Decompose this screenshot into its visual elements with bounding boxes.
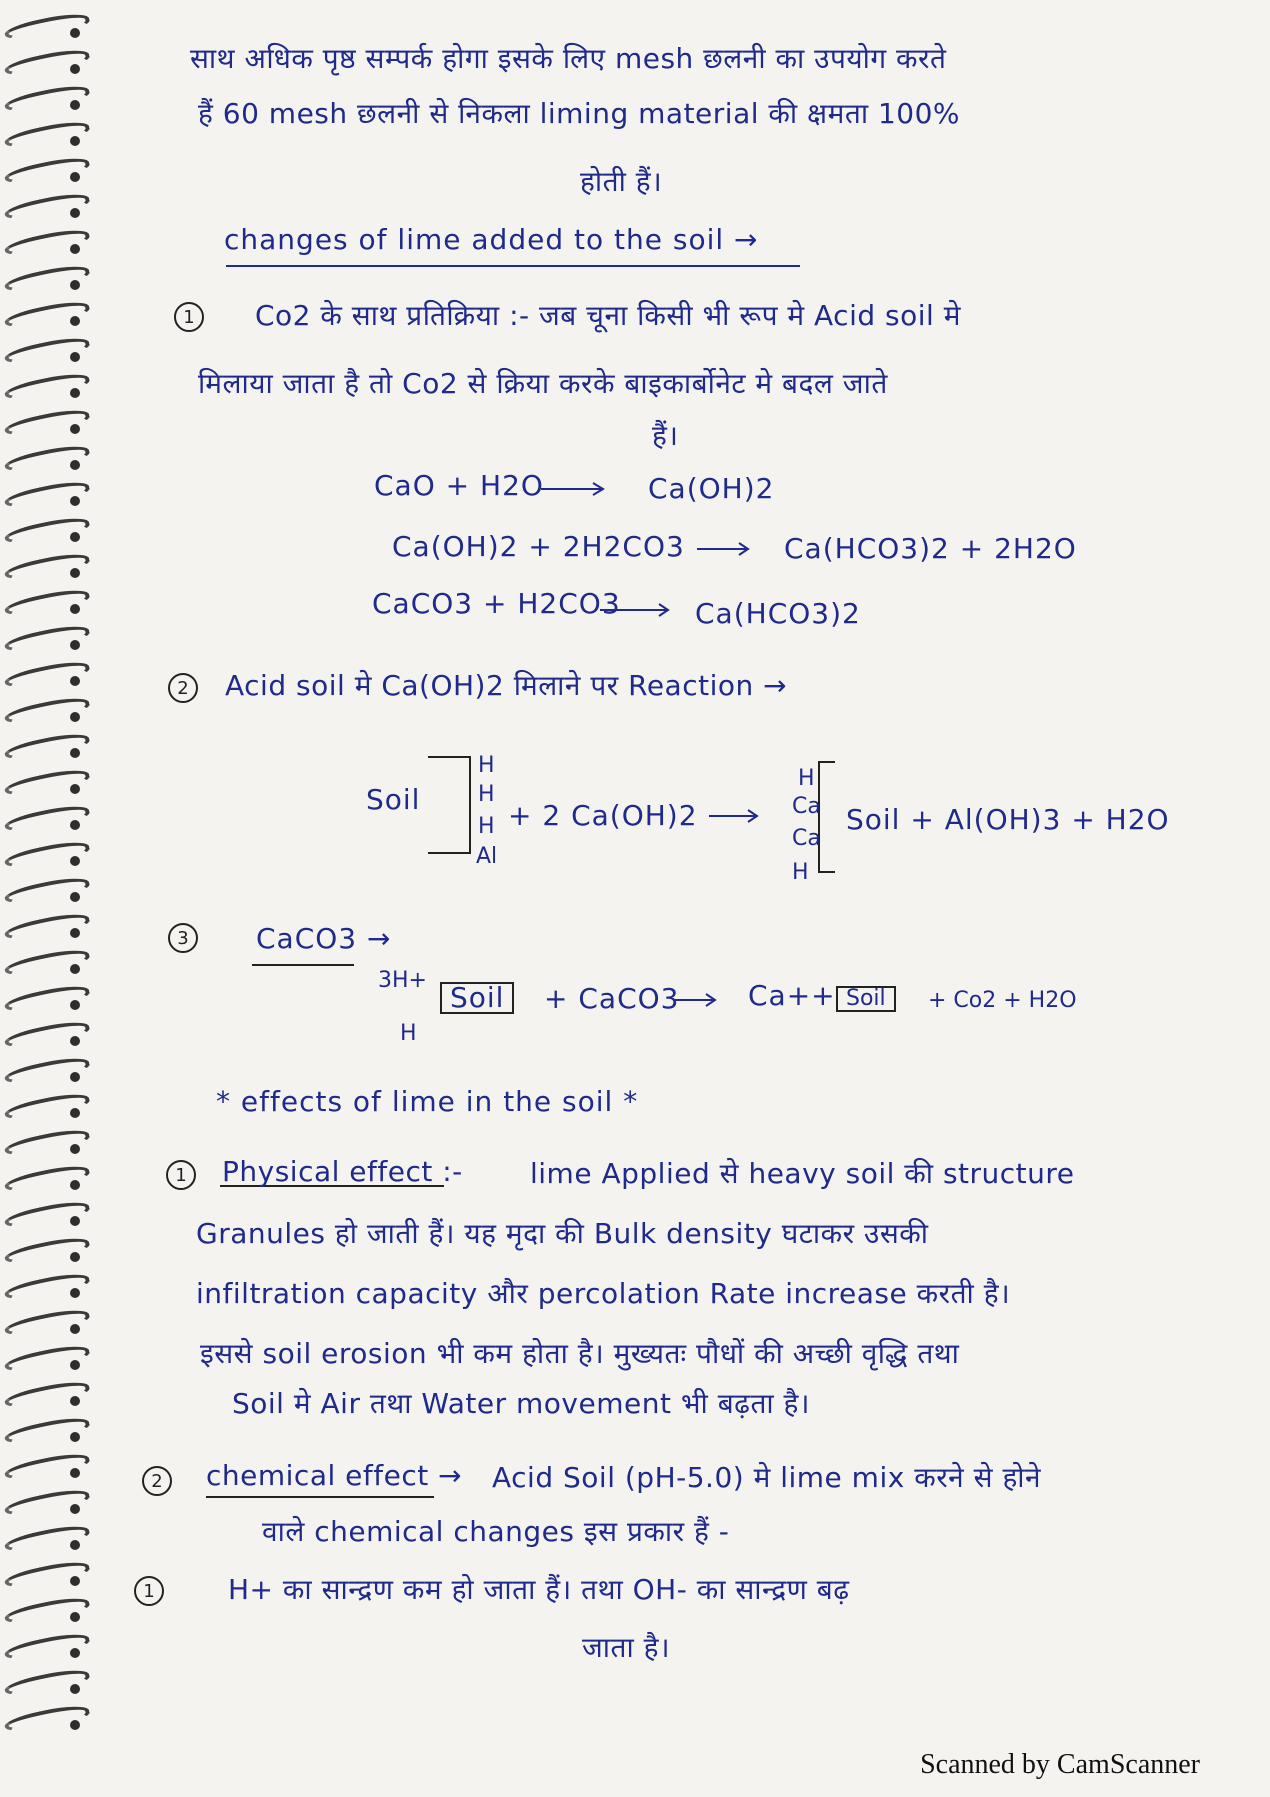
- e1-line-3: infiltration capacity और percolation Rate increase करती है।: [196, 1277, 1011, 1310]
- e2-title: chemical effect →: [206, 1459, 463, 1492]
- sub-1-number: 1: [134, 1576, 164, 1606]
- intro-line-1: साथ अधिक पृष्ठ सम्पर्क होगा इसके लिए mesh छलनी का उपयोग करते: [190, 42, 947, 75]
- s3-soil-box-left: Soil: [440, 982, 514, 1014]
- s2-ion-r4: H: [792, 860, 809, 885]
- eq1-lhs: CaO + H2O: [374, 469, 544, 502]
- s3-reagent: + CaCO3: [544, 982, 680, 1015]
- s1-line-1: Co2 के साथ प्रतिक्रिया :- जब चूना किसी भी रूप मे Acid soil मे: [255, 299, 961, 332]
- heading-changes: changes of lime added to the soil →: [224, 223, 759, 256]
- s3-title: CaCO3 →: [256, 922, 392, 955]
- effect-2-number: 2: [142, 1466, 172, 1496]
- section-1-number: 1: [174, 302, 204, 332]
- s2-ion-l1: H: [478, 753, 495, 778]
- eq1-rhs: Ca(OH)2: [648, 472, 775, 505]
- s2-ion-r1: H: [798, 766, 815, 791]
- s2-ion-r2: Ca: [792, 794, 821, 819]
- s2-ion-r3: Ca: [792, 826, 821, 851]
- s2-soil-left: Soil: [366, 783, 421, 816]
- heading-effects: * effects of lime in the soil *: [216, 1085, 639, 1118]
- s3-tail: + Co2 + H2O: [928, 988, 1077, 1013]
- e2-line-2: वाले chemical changes इस प्रकार हैं -: [262, 1515, 730, 1548]
- s3-ca-ion: Ca++: [748, 979, 836, 1012]
- s2-ion-l3: H: [478, 814, 495, 839]
- e1-title: Physical effect :-: [222, 1155, 463, 1188]
- e2-line-1: Acid Soil (pH-5.0) मे lime mix करने से होने: [492, 1461, 1042, 1494]
- eq3-rhs: Ca(HCO3)2: [695, 597, 861, 630]
- s3-soil-box-right: Soil: [836, 986, 896, 1012]
- s1-line-3: हैं।: [652, 419, 679, 452]
- eq2-lhs: Ca(OH)2 + 2H2CO3: [392, 530, 685, 563]
- e1-line-4: इससे soil erosion भी कम होता है। मुख्यतः पौधों की अच्छी वृद्धि तथा: [200, 1337, 960, 1370]
- effect-1-number: 1: [166, 1160, 196, 1190]
- e1-line-2: Granules हो जाती हैं। यह मृदा की Bulk density घटाकर उसकी: [196, 1217, 929, 1250]
- s2-title: Acid soil मे Ca(OH)2 मिलाने पर Reaction →: [225, 669, 788, 702]
- bracket-right: [819, 762, 835, 872]
- s3-prefix: 3H+: [378, 968, 427, 993]
- e2-sub-line-1: H+ का सान्द्रण कम हो जाता हैं। तथा OH- का सान्द्रण बढ़: [228, 1573, 850, 1606]
- e1-line-5: Soil मे Air तथा Water movement भी बढ़ता है।: [232, 1387, 811, 1420]
- s2-reagent: + 2 Ca(OH)2: [508, 799, 698, 832]
- s2-product: Soil + Al(OH)3 + H2O: [846, 803, 1170, 836]
- s2-ion-l2: H: [478, 782, 495, 807]
- scanner-watermark: Scanned by CamScanner: [920, 1749, 1200, 1780]
- section-3-number: 3: [168, 923, 198, 953]
- e2-sub-line-2: जाता है।: [582, 1631, 671, 1664]
- s3-prefix-h: H: [400, 1021, 417, 1046]
- eq2-rhs: Ca(HCO3)2 + 2H2O: [784, 532, 1077, 565]
- s1-line-2: मिलाया जाता है तो Co2 से क्रिया करके बाइकार्बोनेट मे बदल जाते: [198, 367, 888, 400]
- bracket-left: [428, 757, 470, 853]
- intro-line-2: हैं 60 mesh छलनी से निकला liming material की क्षमता 100%: [198, 97, 961, 130]
- section-2-number: 2: [168, 673, 198, 703]
- intro-line-3: होती हैं।: [580, 165, 663, 198]
- e1-line-1: lime Applied से heavy soil की structure: [530, 1157, 1075, 1190]
- eq3-lhs: CaCO3 + H2CO3: [372, 587, 621, 620]
- s2-ion-l4: Al: [476, 844, 498, 869]
